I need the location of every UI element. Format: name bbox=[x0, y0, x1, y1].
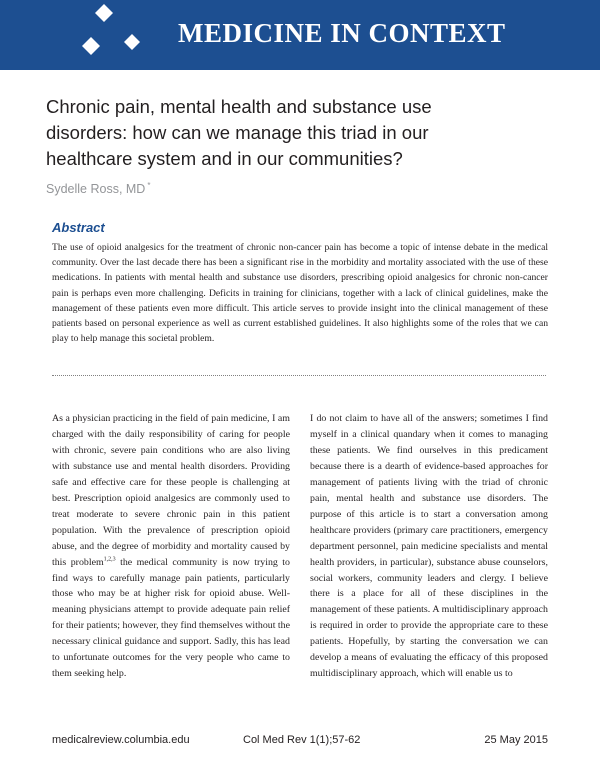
abstract-heading: Abstract bbox=[52, 220, 105, 235]
body-left-text-2: the medical community is now trying to find ways to carefully manage pain patients, particularly those who may be at higher risk for opioid abuse. Well-meaning physicians attempt to provide adequate pain relief for their patients; however, they find themselves without the necessary clinical guidance and support. Sadly, this has lead to unfortunate outcomes for the very people who came to them seeking help. bbox=[52, 556, 290, 680]
diamond-logo-icon bbox=[60, 0, 160, 70]
journal-name: MEDICINE IN CONTEXT bbox=[178, 18, 506, 48]
author-name: Sydelle Ross, MD bbox=[46, 182, 146, 197]
footer-url[interactable]: medicalreview.columbia.edu bbox=[52, 734, 190, 746]
body-column-right: I do not claim to have all of the answers; sometimes I find myself in a clinical quandary when it comes to managing these patients. We find ourselves in this predicament because there is a dearth of evidence-based approaches for management of patients living with the triad of chronic pain, mental health and substance use disorders. The purpose of this article is to start a conversation among healthcare providers (primary care practitioners, emergency department personnel, pain medicine specialists and mental health providers, in particular), substance abuse counselors, social workers, community leaders and clergy. I believe there is a place for all of these disciplines in the management of these patients. A multidisciplinary approach is required in order to provide the appropriate care to these patients. Hopefully, by starting the conversation we can develop a means of evaluating the efficacy of this proposed multidisciplinary approach, which will enable us to bbox=[310, 413, 548, 680]
reference-marker: 1,2,3 bbox=[103, 556, 116, 563]
journal-banner bbox=[0, 0, 600, 70]
abstract-text: The use of opioid analgesics for the treatment of chronic non-cancer pain has become a topic of intense debate in the medical community. Over the last decade there has been a significant rise in the morbidity and mortality associated with the use of these medications. In patients with mental health and substance use disorders, prescribing opioid analgesics for chronic non-cancer pain is perhaps even more challenging. Deficits in training for clinicians, together with a lack of clinical guidelines, make the management of these patients even more difficult. This article serves to provide insight into the clinical management of these patients based on personal experience as well as current established guidelines. It also highlights some of the roles that we can play to help manage this societal problem. bbox=[52, 242, 548, 345]
body-column-left bbox=[52, 411, 290, 682]
author-marker: * bbox=[147, 181, 151, 190]
body-left-text-1: As a physician practicing in the field of pain medicine, I am charged with the daily responsibility of caring for people with chronic, severe pain conditions who are also living with substance use and mental health disorders. Providing safe and effective care for these people is challenging at best. Prescription opioid analgesics are commonly used to treat moderate to severe chronic pain in this patient population. With the prevalence of prescription opioid abuse, and the degree of morbidity and mortality caused by this problem bbox=[52, 413, 290, 568]
section-divider bbox=[52, 375, 546, 376]
article-title: Chronic pain, mental health and substance use disorders: how can we manage this triad in our healthcare system and in our communities? bbox=[46, 96, 432, 169]
footer-citation: Col Med Rev 1(1);57-62 bbox=[243, 734, 361, 746]
footer-date: 25 May 2015 bbox=[484, 734, 548, 746]
author-line bbox=[46, 181, 150, 196]
